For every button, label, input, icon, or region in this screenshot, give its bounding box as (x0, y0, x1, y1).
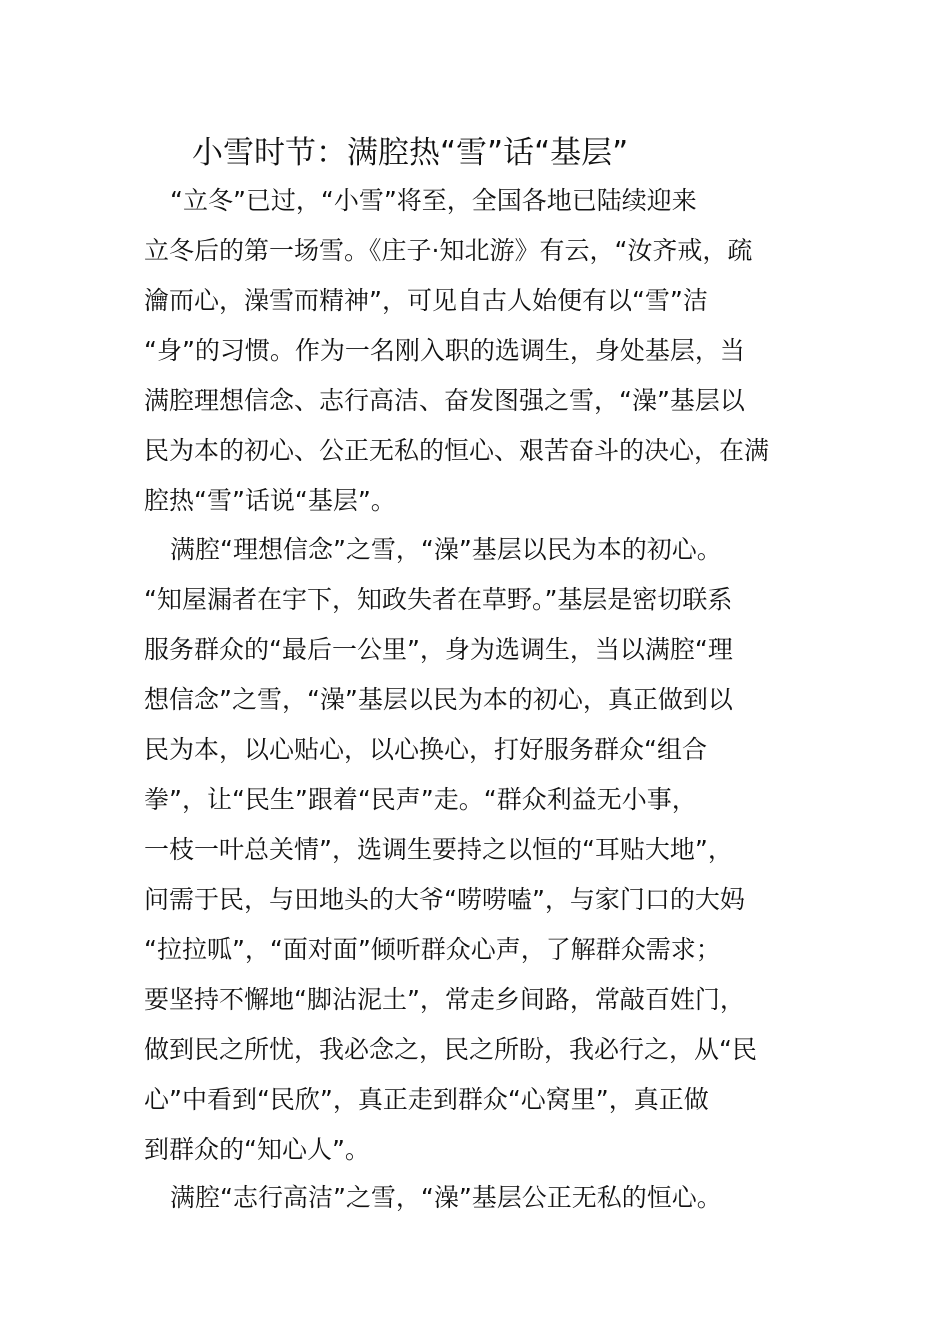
paragraph-line: 心”中看到“民欣”，真正走到群众“心窝里”，真正做 (144, 1085, 709, 1114)
paragraph-line: 民为本，以心贴心，以心换心，打好服务群众“组合 (144, 735, 707, 764)
paragraph-line: 满腔理想信念、志行高洁、奋发图强之雪，“澡”基层以 (144, 386, 745, 415)
paragraph-line: 想信念”之雪，“澡”基层以民为本的初心，真正做到以 (144, 685, 733, 714)
paragraph-line: 拳”，让“民生”跟着“民声”走。“群众利益无小事， (144, 785, 697, 814)
paragraph-line: 到群众的“知心人”。 (144, 1135, 370, 1164)
paragraph-line: 满腔“理想信念”之雪，“澡”基层以民为本的初心。 (170, 535, 722, 564)
paragraph-line: 要坚持不懈地“脚沾泥土”，常走乡间路，常敲百姓门， (144, 985, 745, 1014)
paragraph-line: “拉拉呱”，“面对面”倾听群众心声，了解群众需求； (144, 935, 721, 964)
paragraph-line: 瀹而心，澡雪而精神”，可见自古人始便有以“雪”洁 (144, 286, 708, 315)
paragraph-line: 做到民之所忧，我必念之，民之所盼，我必行之，从“民 (144, 1035, 757, 1064)
paragraph-line: “立冬”已过，“小雪”将至，全国各地已陆续迎来 (170, 186, 697, 215)
paragraph-line: 立冬后的第一场雪。《庄子·知北游》有云，“汝齐戒，疏 (144, 236, 753, 265)
paragraph-line: 腔热“雪”话说“基层”。 (144, 486, 396, 515)
paragraph-line: 问需于民，与田地头的大爷“唠唠嗑”，与家门口的大妈 (144, 885, 745, 914)
paragraph-line: 民为本的初心、公正无私的恒心、艰苦奋斗的决心，在满 (144, 436, 770, 465)
paragraph-line: 服务群众的“最后一公里”，身为选调生，当以满腔“理 (144, 635, 733, 664)
document-title: 小雪时节：满腔热“雪”话“基层” (192, 135, 629, 171)
paragraph-line: 一枝一叶总关情”，选调生要持之以恒的“耳贴大地”， (144, 835, 733, 864)
paragraph-line: 满腔“志行高洁”之雪，“澡”基层公正无私的恒心。 (170, 1183, 722, 1212)
paragraph-line: “身”的习惯。作为一名刚入职的选调生，身处基层，当 (144, 336, 745, 365)
paragraph-line: “知屋漏者在宇下，知政失者在草野。”基层是密切联系 (144, 585, 733, 614)
